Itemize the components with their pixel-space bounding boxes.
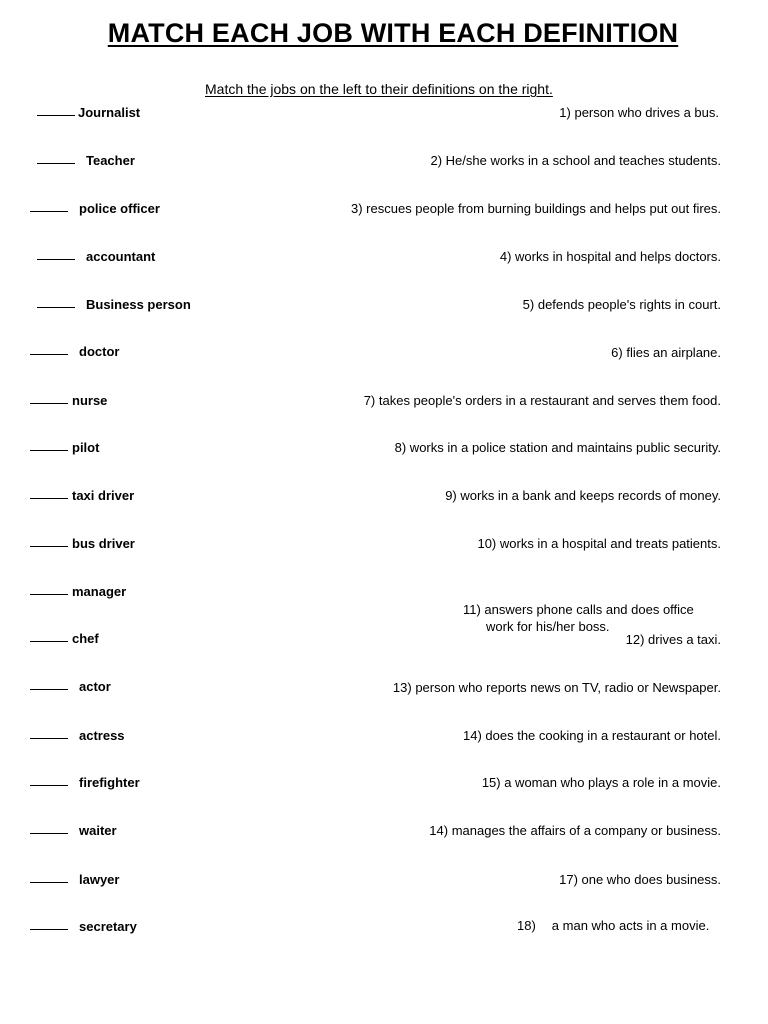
answer-blank[interactable] bbox=[30, 928, 68, 930]
job-item[interactable] bbox=[37, 249, 155, 264]
job-label: chef bbox=[72, 631, 99, 646]
answer-blank[interactable] bbox=[30, 832, 68, 834]
definition-line-2: work for his/her boss. bbox=[486, 619, 610, 634]
job-item[interactable] bbox=[30, 440, 99, 455]
definition-text: a man who acts in a movie. bbox=[551, 918, 710, 933]
answer-blank[interactable] bbox=[30, 593, 68, 595]
definition-item: 3) rescues people from burning buildings and helps put out fires. bbox=[351, 201, 721, 216]
answer-blank[interactable] bbox=[30, 688, 68, 690]
definition-item: 1) person who drives a bus. bbox=[559, 105, 719, 120]
definition-item: 15) a woman who plays a role in a movie. bbox=[481, 775, 721, 790]
definition-item: 10) works in a hospital and treats patients. bbox=[477, 536, 721, 551]
answer-blank[interactable] bbox=[30, 402, 68, 404]
job-item[interactable] bbox=[30, 728, 125, 743]
definition-item: 7) takes people's orders in a restaurant and serves them food. bbox=[363, 393, 721, 408]
definition-item: 6) flies an airplane. bbox=[611, 345, 721, 360]
job-label: actor bbox=[79, 679, 111, 694]
definition-item: 14) manages the affairs of a company or business. bbox=[429, 823, 721, 838]
definition-number: 18) bbox=[517, 918, 536, 933]
job-item[interactable] bbox=[37, 297, 191, 312]
definition-item: 5) defends people's rights in court. bbox=[522, 297, 721, 312]
job-item[interactable] bbox=[30, 393, 107, 408]
worksheet-title: MATCH EACH JOB WITH EACH DEFINITION bbox=[107, 18, 679, 48]
job-item[interactable] bbox=[30, 679, 111, 694]
job-label: police officer bbox=[79, 201, 160, 216]
answer-blank[interactable] bbox=[30, 640, 68, 642]
definition-line-1: 11) answers phone calls and does office bbox=[463, 602, 694, 617]
answer-blank[interactable] bbox=[30, 737, 68, 739]
answer-blank[interactable] bbox=[30, 881, 68, 883]
answer-blank[interactable] bbox=[37, 306, 75, 308]
job-item[interactable] bbox=[30, 775, 140, 790]
instructions: Match the jobs on the left to their definitions on the right. bbox=[205, 81, 553, 97]
job-item[interactable] bbox=[30, 919, 137, 934]
job-label: waiter bbox=[79, 823, 117, 838]
job-item[interactable] bbox=[37, 105, 140, 120]
job-label: manager bbox=[72, 584, 127, 599]
definition-item: 14) does the cooking in a restaurant or hotel. bbox=[463, 728, 721, 743]
definition-item: 13) person who reports news on TV, radio or Newspaper. bbox=[392, 680, 721, 695]
job-item[interactable] bbox=[30, 872, 119, 887]
answer-blank[interactable] bbox=[37, 258, 75, 260]
job-label: Teacher bbox=[86, 153, 135, 168]
job-item[interactable] bbox=[30, 631, 99, 646]
job-label: taxi driver bbox=[72, 488, 135, 503]
answer-blank[interactable] bbox=[30, 497, 68, 499]
answer-blank[interactable] bbox=[37, 114, 75, 116]
job-label: actress bbox=[79, 728, 125, 743]
job-item[interactable] bbox=[30, 584, 126, 599]
answer-blank[interactable] bbox=[30, 784, 68, 786]
job-label: secretary bbox=[79, 919, 137, 934]
job-label: nurse bbox=[72, 393, 108, 408]
definition-item: 2) He/she works in a school and teaches students. bbox=[430, 153, 721, 168]
answer-blank[interactable] bbox=[30, 545, 68, 547]
job-label: Journalist bbox=[78, 105, 141, 120]
job-item[interactable] bbox=[30, 536, 135, 551]
definition-item: 17) one who does business. bbox=[559, 872, 721, 887]
answer-blank[interactable] bbox=[37, 162, 75, 164]
job-label: bus driver bbox=[72, 536, 135, 551]
job-label: Business person bbox=[86, 297, 191, 312]
job-label: accountant bbox=[86, 249, 156, 264]
definition-item: 12) drives a taxi. bbox=[625, 632, 721, 647]
definition-item-11 bbox=[463, 601, 694, 635]
answer-blank[interactable] bbox=[30, 210, 68, 212]
job-label: pilot bbox=[72, 440, 100, 455]
definition-item: 9) works in a bank and keeps records of money. bbox=[445, 488, 721, 503]
answer-blank[interactable] bbox=[30, 353, 68, 355]
definition-item-18 bbox=[517, 918, 709, 933]
job-item[interactable] bbox=[30, 344, 119, 359]
definition-item: 8) works in a police station and maintains public security. bbox=[394, 440, 721, 455]
job-label: lawyer bbox=[79, 872, 120, 887]
job-item[interactable] bbox=[37, 153, 135, 168]
definition-item: 4) works in hospital and helps doctors. bbox=[499, 249, 721, 264]
answer-blank[interactable] bbox=[30, 449, 68, 451]
job-item[interactable] bbox=[30, 201, 160, 216]
job-item[interactable] bbox=[30, 488, 134, 503]
job-item[interactable] bbox=[30, 823, 117, 838]
job-label: firefighter bbox=[79, 775, 140, 790]
job-label: doctor bbox=[79, 344, 120, 359]
